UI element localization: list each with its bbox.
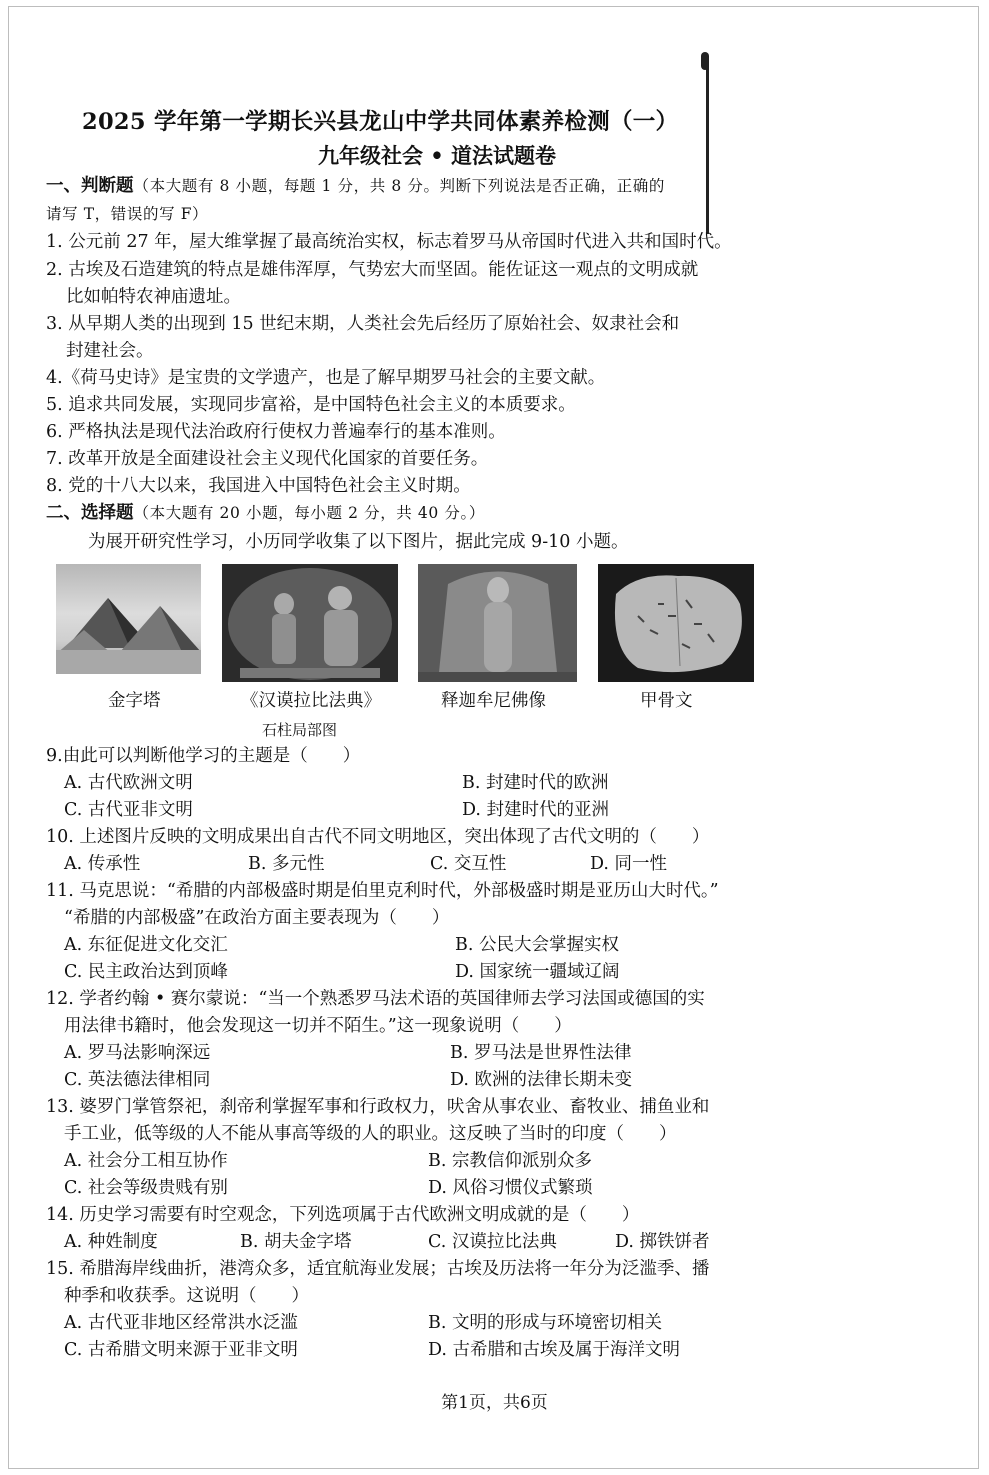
section1-instructions: （本大题有 8 小题，每题 1 分，共 8 分。判断下列说法是否正确，正确的: [133, 177, 665, 195]
question-13-option-b: B. 宗教信仰派别众多: [428, 1151, 592, 1171]
question-15-stem: 15. 希腊海岸线曲折，港湾众多，适宜航海业发展；古埃及历法将一年分为泛滥季、播: [46, 1259, 710, 1279]
question-14-stem: 14. 历史学习需要有时空观念，下列选项属于古代欧洲文明成就的是（ ）: [46, 1205, 640, 1225]
section2-intro: 为展开研究性学习，小历同学收集了以下图片，据此完成 9-10 小题。: [88, 532, 629, 552]
pyramid-image: [56, 564, 201, 674]
question-10-option-c: C. 交互性: [430, 854, 507, 874]
hammurabi-stele-image: [222, 564, 398, 682]
question-9-option-a: A. 古代欧洲文明: [64, 773, 193, 793]
question-12-option-b: B. 罗马法是世界性法律: [450, 1043, 632, 1063]
question-15-option-d: D. 古希腊和古埃及属于海洋文明: [428, 1340, 681, 1360]
page-footer: 第1页，共6页: [441, 1393, 548, 1413]
judge-item-2: 2. 古埃及石造建筑的特点是雄伟浑厚，气势宏大而坚固。能佐证这一观点的文明成就: [46, 260, 699, 280]
section2-instructions: （本大题有 20 小题，每小题 2 分，共 40 分。）: [133, 504, 485, 522]
judge-item-3: 3. 从早期人类的出现到 15 世纪末期，人类社会先后经历了原始社会、奴隶社会和: [46, 314, 680, 334]
question-12-option-c: C. 英法德法律相同: [64, 1070, 211, 1090]
oracle-bone-image: [598, 564, 754, 682]
question-15-option-c: C. 古希腊文明来源于亚非文明: [64, 1340, 298, 1360]
caption-oracle-bone: 甲骨文: [640, 691, 693, 711]
buddha-statue-image: [418, 564, 577, 682]
caption-hammurabi: 《汉谟拉比法典》: [241, 691, 381, 711]
section2-header: [46, 501, 485, 525]
question-13-option-c: C. 社会等级贵贱有别: [64, 1178, 228, 1198]
judge-item-3-cont: 封建社会。: [66, 341, 154, 361]
question-9-option-c: C. 古代亚非文明: [64, 800, 193, 820]
question-13-stem-cont: 手工业，低等级的人不能从事高等级的人的职业。这反映了当时的印度（ ）: [64, 1124, 677, 1144]
question-11-stem-cont: “希腊的内部极盛”在政治方面主要表现为（ ）: [64, 908, 450, 928]
question-11-option-d: D. 国家统一疆域辽阔: [455, 962, 620, 982]
section1-header: [46, 174, 665, 198]
section2-heading: 二、选择题: [46, 503, 134, 523]
question-15-option-a: A. 古代亚非地区经常洪水泛滥: [64, 1313, 298, 1333]
question-11-option-a: A. 东征促进文化交汇: [64, 935, 228, 955]
judge-item-1: 1. 公元前 27 年，屋大维掌握了最高统治实权，标志着罗马从帝国时代进入共和国时代。: [46, 232, 732, 252]
judge-item-7: 7. 改革开放是全面建设社会主义现代化国家的首要任务。: [46, 449, 489, 469]
question-13-option-a: A. 社会分工相互协作: [64, 1151, 228, 1171]
judge-item-6: 6. 严格执法是现代法治政府行使权力普遍奉行的基本准则。: [46, 422, 506, 442]
question-14-option-d: D. 掷铁饼者: [615, 1232, 710, 1252]
question-11-stem: 11. 马克思说：“希腊的内部极盛时期是伯里克利时代，外部极盛时期是亚历山大时代。”: [46, 881, 719, 901]
question-13-option-d: D. 风俗习惯仪式繁琐: [428, 1178, 593, 1198]
subcaption-hammurabi: 石柱局部图: [262, 721, 338, 739]
question-15-stem-cont: 种季和收获季。这说明（ ）: [64, 1286, 309, 1306]
question-10-stem: 10. 上述图片反映的文明成果出自古代不同文明地区，突出体现了古代文明的（ ）: [46, 827, 710, 847]
caption-pyramid: 金字塔: [108, 691, 161, 711]
question-12-stem: 12. 学者约翰 • 赛尔蒙说：“当一个熟悉罗马法术语的英国律师去学习法国或德国的实: [46, 989, 705, 1009]
question-14-option-b: B. 胡夫金字塔: [240, 1232, 352, 1252]
section1-heading: 一、判断题: [46, 176, 134, 196]
question-10-option-a: A. 传承性: [64, 854, 141, 874]
question-9-stem: 9.由此可以判断他学习的主题是（ ）: [46, 746, 361, 766]
judge-item-2-cont: 比如帕特农神庙遗址。: [66, 287, 241, 307]
question-12-option-d: D. 欧洲的法律长期未变: [450, 1070, 633, 1090]
question-12-option-a: A. 罗马法影响深远: [64, 1043, 211, 1063]
judge-item-8: 8. 党的十八大以来，我国进入中国特色社会主义时期。: [46, 476, 471, 496]
question-14-option-c: C. 汉谟拉比法典: [428, 1232, 557, 1252]
question-14-option-a: A. 种姓制度: [64, 1232, 158, 1252]
question-12-stem-cont: 用法律书籍时，他会发现这一切并不陌生。”这一现象说明（ ）: [64, 1016, 572, 1036]
caption-buddha: 释迦牟尼佛像: [441, 691, 546, 711]
question-15-option-b: B. 文明的形成与环境密切相关: [428, 1313, 662, 1333]
question-10-option-d: D. 同一性: [590, 854, 668, 874]
question-13-stem: 13. 婆罗门掌管祭祀，刹帝利掌握军事和行政权力，吠舍从事农业、畜牧业、捕鱼业和: [46, 1097, 710, 1117]
question-9-option-b: B. 封建时代的欧洲: [462, 773, 609, 793]
section1-instructions-cont: 请写 T，错误的写 F）: [46, 205, 209, 223]
question-10-option-b: B. 多元性: [248, 854, 325, 874]
exam-subtitle: 九年级社会 • 道法试题卷: [318, 143, 557, 168]
judge-item-4: 4.《荷马史诗》是宝贵的文学遗产，也是了解早期罗马社会的主要文献。: [46, 368, 606, 388]
question-9-option-d: D. 封建时代的亚洲: [462, 800, 610, 820]
ink-line: [706, 58, 709, 234]
question-11-option-b: B. 公民大会掌握实权: [455, 935, 619, 955]
exam-title: 2025 学年第一学期长兴县龙山中学共同体素养检测（一）: [82, 109, 679, 135]
judge-item-5: 5. 追求共同发展，实现同步富裕，是中国特色社会主义的本质要求。: [46, 395, 576, 415]
question-11-option-c: C. 民主政治达到顶峰: [64, 962, 228, 982]
